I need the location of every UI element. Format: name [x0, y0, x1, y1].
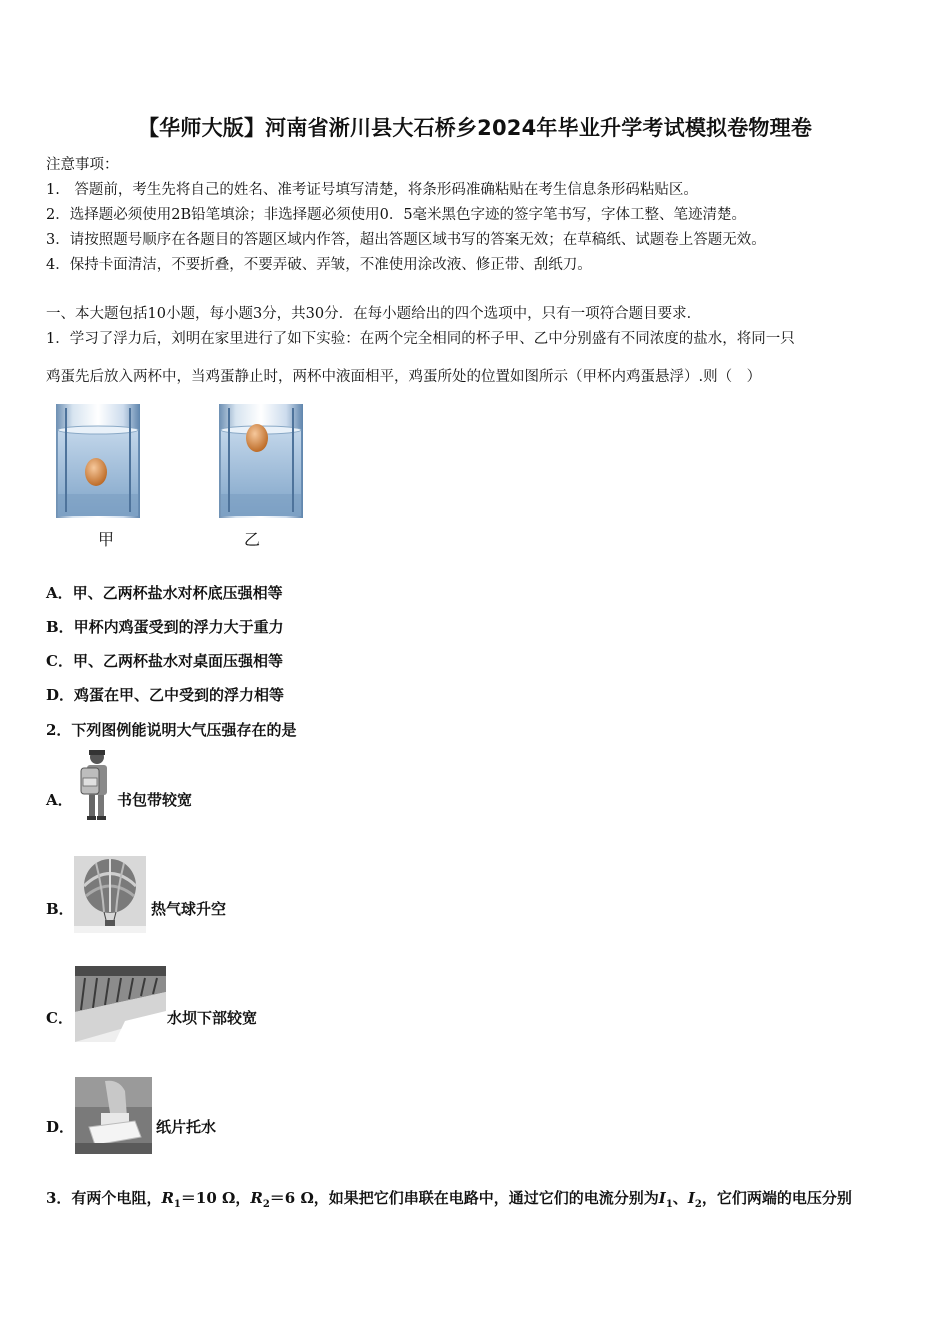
dam-icon: [75, 966, 166, 1042]
notice-heading: 注意事项：: [46, 157, 119, 173]
question-2-option-a-letter: A．: [46, 791, 73, 809]
r2-subscript: 2: [262, 1199, 270, 1210]
question-1-option-b: B．甲杯内鸡蛋受到的浮力大于重力: [46, 618, 284, 636]
r1-subscript: 1: [173, 1199, 181, 1210]
notice-item: 3．请按照题号顺序在各题目的答题区域内作答，超出答题区域书写的答案无效；在草稿纸、试题卷上答题无效。: [46, 232, 766, 248]
question-1-stem: 鸡蛋先后放入两杯中，当鸡蛋静止时，两杯中液面相平，鸡蛋所处的位置如图所示（甲杯内鸡蛋悬浮）.则（ ）: [46, 369, 762, 385]
notice-item: 4．保持卡面清洁，不要折叠，不要弄破、弄皱，不准使用涂改液、修正带、刮纸刀。: [46, 257, 592, 273]
page-title: 【华师大版】河南省淅川县大石桥乡2024年毕业升学考试模拟卷物理卷: [137, 116, 813, 140]
r1-symbol: R: [161, 1189, 174, 1207]
r2-value: ＝6 Ω，如果把它们串联在电路中，通过它们的电流分别为: [269, 1189, 659, 1207]
question-1-option-a: A．甲、乙两杯盐水对杯底压强相等: [46, 584, 283, 602]
question-2-option-b-text: 热气球升空: [151, 900, 227, 918]
backpack-student-icon: [75, 748, 115, 824]
question-2-stem: 2．下列图例能说明大气压强存在的是: [46, 721, 297, 739]
question-1-option-c: C．甲、乙两杯盐水对桌面压强相等: [46, 652, 283, 670]
notice-item: 1. 答题前，考生先将自己的姓名、准考证号填写清楚，将条形码准确粘贴在考生信息条形码粘贴区。: [46, 182, 698, 198]
question-1-option-d: D．鸡蛋在甲、乙中受到的浮力相等: [46, 686, 285, 704]
hot-air-balloon-icon: [74, 856, 146, 933]
question-2-option-d-letter: D．: [46, 1118, 75, 1136]
paper-holds-water-icon: [75, 1077, 152, 1154]
r2-symbol: R: [250, 1189, 263, 1207]
i2-symbol: I: [687, 1189, 695, 1207]
i1-symbol: I: [658, 1189, 666, 1207]
section-heading: 一、本大题包括10小题，每小题3分，共30分．在每小题给出的四个选项中，只有一项符合题目要求．: [46, 306, 702, 322]
i1-subscript: 1: [665, 1199, 673, 1210]
r1-value: ＝10 Ω，: [180, 1189, 251, 1207]
question-2-option-a-text: 书包带较宽: [117, 791, 193, 809]
current-separator: 、: [672, 1189, 688, 1207]
question-1-stem: 1．学习了浮力后，刘明在家里进行了如下实验：在两个完全相同的杯子甲、乙中分别盛有不同浓度的盐水，将同一只: [46, 331, 795, 347]
question-3-stem: [46, 1187, 852, 1210]
question-3-suffix: ，它们两端的电压分别: [701, 1189, 852, 1207]
question-2-option-c-letter: C．: [46, 1009, 73, 1027]
question-2-option-c-text: 水坝下部较宽: [167, 1009, 258, 1027]
notice-item: 2．选择题必须使用2B铅笔填涂；非选择题必须使用0．5毫米黑色字迹的签字笔书写，字体工整、笔迹清楚。: [46, 207, 747, 223]
cup-b-label: 乙: [244, 530, 261, 549]
i2-subscript: 2: [694, 1199, 702, 1210]
question-2-option-b-letter: B．: [46, 900, 74, 918]
question-3-prefix: 3．有两个电阻，: [46, 1189, 162, 1207]
cup-a-egg-suspended-icon: [54, 402, 142, 520]
question-2-option-d-text: 纸片托水: [156, 1118, 217, 1136]
cup-a-label: 甲: [98, 530, 115, 549]
cup-b-egg-floating-icon: [217, 402, 305, 520]
